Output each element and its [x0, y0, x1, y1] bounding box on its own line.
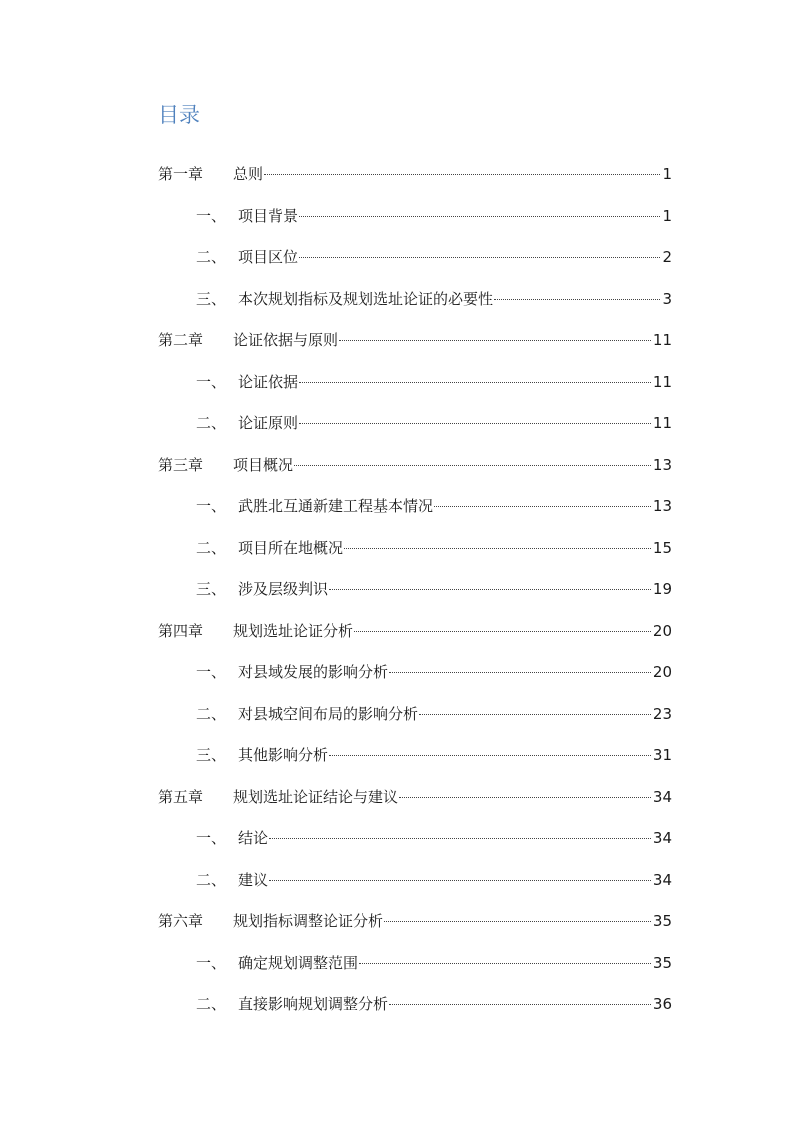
toc-entry-number: 第三章	[158, 455, 204, 474]
toc-entry-text: 项目概况	[233, 455, 294, 474]
toc-chapter-entry[interactable]	[0, 777, 793, 819]
toc-entry-number: 第一章	[158, 165, 204, 183]
toc-entry-number: 一、	[196, 829, 227, 847]
toc-section-entry[interactable]	[0, 362, 793, 404]
toc-entry-page-number: 34	[652, 829, 672, 847]
toc-entry-text: 总则	[233, 165, 264, 183]
toc-entry-number: 三、	[196, 289, 227, 308]
toc-entry-number: 第四章	[158, 621, 204, 640]
toc-entry-text: 涉及层级判识	[238, 580, 329, 598]
toc-entry-text: 武胜北互通新建工程基本情况	[238, 497, 434, 515]
toc-entry-page-number: 20	[652, 621, 672, 640]
toc-title: 目录	[158, 103, 200, 127]
toc-entry-number: 一、	[196, 953, 227, 972]
toc-entry-text: 本次规划指标及规划选址论证的必要性	[238, 289, 494, 308]
toc-entry-number: 一、	[196, 372, 227, 391]
dot-leader	[384, 921, 651, 922]
toc-section-entry[interactable]	[0, 196, 793, 238]
dot-leader	[329, 755, 651, 756]
toc-section-entry[interactable]	[0, 860, 793, 902]
toc-entry-number: 第五章	[158, 787, 204, 806]
toc-entry-text: 建议	[238, 870, 269, 889]
toc-entry-number: 三、	[196, 746, 227, 764]
toc-entry-page-number: 35	[652, 953, 672, 972]
toc-entry-page-number: 1	[662, 165, 672, 183]
toc-chapter-entry[interactable]	[0, 901, 793, 943]
toc-section-entry[interactable]	[0, 652, 793, 694]
toc-list	[0, 154, 793, 1026]
toc-entry-number: 一、	[196, 206, 227, 225]
dot-leader	[299, 423, 651, 424]
dot-leader	[344, 548, 651, 549]
dot-leader	[299, 382, 651, 383]
dot-leader	[354, 631, 651, 632]
toc-section-entry[interactable]	[0, 818, 793, 860]
toc-entry-text: 结论	[238, 829, 269, 847]
dot-leader	[269, 838, 651, 839]
toc-entry-page-number: 34	[652, 787, 672, 806]
toc-entry-number: 二、	[196, 248, 227, 266]
toc-entry-number: 二、	[196, 538, 227, 557]
toc-section-entry[interactable]	[0, 694, 793, 736]
toc-entry-page-number: 11	[652, 372, 672, 391]
toc-entry-text: 规划指标调整论证分析	[233, 912, 384, 930]
toc-section-entry[interactable]	[0, 279, 793, 321]
toc-entry-text: 论证原则	[238, 414, 299, 432]
toc-entry-number: 第六章	[158, 912, 204, 930]
dot-leader	[299, 216, 660, 217]
toc-entry-page-number: 23	[652, 704, 672, 723]
toc-chapter-entry[interactable]	[0, 320, 793, 362]
dot-leader	[399, 797, 651, 798]
toc-section-entry[interactable]	[0, 403, 793, 445]
toc-section-entry[interactable]	[0, 943, 793, 985]
dot-leader	[389, 1004, 651, 1005]
toc-entry-number: 二、	[196, 870, 227, 889]
dot-leader	[339, 340, 651, 341]
toc-entry-page-number: 2	[662, 248, 672, 266]
dot-leader	[419, 714, 651, 715]
toc-section-entry[interactable]	[0, 486, 793, 528]
dot-leader	[294, 465, 651, 466]
toc-entry-page-number: 13	[652, 497, 672, 515]
dot-leader	[359, 963, 651, 964]
toc-chapter-entry[interactable]	[0, 445, 793, 487]
toc-section-entry[interactable]	[0, 237, 793, 279]
toc-chapter-entry[interactable]	[0, 611, 793, 653]
toc-entry-number: 二、	[196, 995, 227, 1013]
toc-entry-page-number: 13	[652, 455, 672, 474]
toc-entry-number: 二、	[196, 414, 227, 432]
toc-entry-number: 一、	[196, 497, 227, 515]
dot-leader	[329, 589, 651, 590]
toc-entry-page-number: 15	[652, 538, 672, 557]
dot-leader	[494, 299, 660, 300]
dot-leader	[264, 174, 660, 175]
toc-entry-text: 项目所在地概况	[238, 538, 344, 557]
toc-entry-page-number: 36	[652, 995, 672, 1013]
toc-entry-text: 其他影响分析	[238, 746, 329, 764]
toc-entry-text: 项目背景	[238, 206, 299, 225]
toc-entry-page-number: 34	[652, 870, 672, 889]
toc-entry-number: 一、	[196, 663, 227, 681]
toc-section-entry[interactable]	[0, 569, 793, 611]
toc-entry-text: 项目区位	[238, 248, 299, 266]
toc-entry-text: 论证依据	[238, 372, 299, 391]
toc-section-entry[interactable]	[0, 735, 793, 777]
toc-entry-number: 第二章	[158, 331, 204, 349]
toc-chapter-entry[interactable]	[0, 154, 793, 196]
toc-section-entry[interactable]	[0, 528, 793, 570]
toc-entry-page-number: 3	[662, 289, 672, 308]
toc-entry-text: 论证依据与原则	[233, 331, 339, 349]
toc-section-entry[interactable]	[0, 984, 793, 1026]
toc-entry-page-number: 11	[652, 414, 672, 432]
toc-entry-text: 规划选址论证分析	[233, 621, 354, 640]
toc-entry-page-number: 19	[652, 580, 672, 598]
toc-entry-text: 对县城空间布局的影响分析	[238, 704, 419, 723]
toc-entry-page-number: 11	[652, 331, 672, 349]
toc-entry-page-number: 1	[662, 206, 672, 225]
toc-entry-text: 对县域发展的影响分析	[238, 663, 389, 681]
toc-entry-page-number: 20	[652, 663, 672, 681]
dot-leader	[389, 672, 651, 673]
toc-entry-text: 规划选址论证结论与建议	[233, 787, 399, 806]
toc-entry-number: 二、	[196, 704, 227, 723]
toc-entry-text: 直接影响规划调整分析	[238, 995, 389, 1013]
toc-entry-page-number: 31	[652, 746, 672, 764]
toc-entry-number: 三、	[196, 580, 227, 598]
dot-leader	[299, 257, 660, 258]
toc-entry-text: 确定规划调整范围	[238, 953, 359, 972]
dot-leader	[269, 880, 651, 881]
toc-entry-page-number: 35	[652, 912, 672, 930]
dot-leader	[434, 506, 651, 507]
